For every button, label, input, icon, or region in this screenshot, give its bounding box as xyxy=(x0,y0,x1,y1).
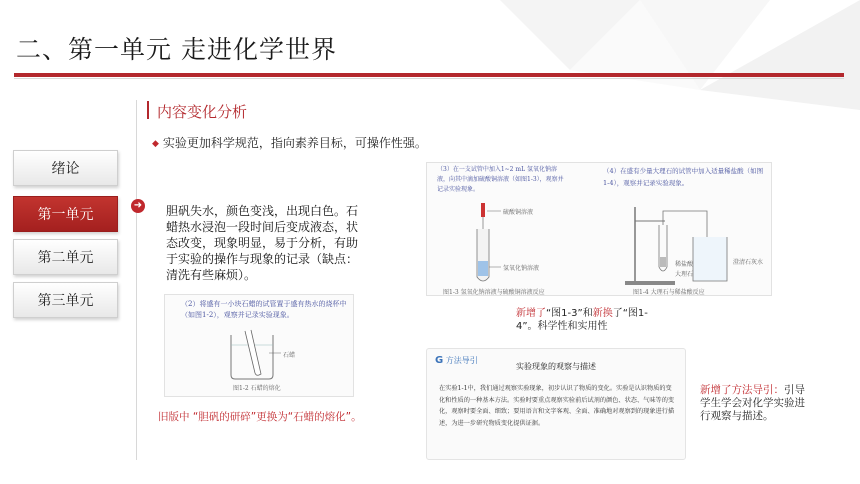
figure-candle-melting xyxy=(164,294,354,397)
note-new-figures xyxy=(516,307,656,333)
figure-1-3-caption: 图1-3 氢氧化钠溶液与硫酸铜溶液反应 xyxy=(443,289,545,296)
label-sodium-hydroxide: 氢氧化钠溶液 xyxy=(503,265,540,272)
beaker-illustration xyxy=(225,329,285,381)
note-fragment: 和 xyxy=(582,308,593,319)
label-hydrochloric-acid: 稀盐酸 xyxy=(675,261,694,268)
nav-item-label: 第二单元 xyxy=(37,250,94,266)
analysis-paragraph: 胆矾失水，颜色变浅，出现白色。石蜡热水浸泡一段时间后变成液态，状态改变，现象明显，易于分析，有助于实验的操作与现象的记录（缺点：清洗有些麻烦）。 xyxy=(166,204,359,282)
note-fragment: 新增了方法导引： xyxy=(700,384,784,396)
note-method-guide xyxy=(700,384,812,423)
page-title: 二、第一单元 走进化学世界 xyxy=(16,35,337,64)
nav-item-label: 第三单元 xyxy=(37,293,94,309)
nav-item-unit-1[interactable] xyxy=(13,196,118,232)
method-guide-title: 实验现象的观察与描述 xyxy=(516,362,596,371)
section-marker xyxy=(147,101,149,119)
figure-experiments-1-3-1-4 xyxy=(426,162,772,296)
figure-right-text: （4）在盛有少量大理石的试管中加入适量稀盐酸（如图1-4），观察并记录实验现象。 xyxy=(603,167,764,187)
label-copper-sulfate: 硫酸铜溶液 xyxy=(503,209,534,216)
figure-left-text: （3）在一支试管中加入1~2 mL 氢氧化钠溶液，向其中滴加硫酸铜溶液（如图1-3），观察并记录实验现象。 xyxy=(437,166,564,193)
bullet-point xyxy=(152,134,427,151)
arrow-right-icon: ➜ xyxy=(131,199,145,213)
method-guide-head-text: 方法导引 xyxy=(445,356,478,365)
nav-item-label: 绪论 xyxy=(51,161,80,177)
section-title: 内容变化分析 xyxy=(157,103,248,121)
note-old-version: 旧版中 “胆矾的研碎”更换为“石蜡的熔化”。 xyxy=(158,411,362,423)
note-fragment: 引导学生学会对化学实验进行观察与描述。 xyxy=(700,384,805,422)
figure-candle-caption: 图1-2 石蜡的熔化 xyxy=(233,385,281,392)
nav-item-label: 第一单元 xyxy=(37,207,94,223)
label-marble: 大理石 xyxy=(675,271,694,278)
nav-item-intro[interactable] xyxy=(13,150,118,186)
figure-candle-text: （2）将盛有一小块石蜡的试管置于盛有热水的烧杯中（如图1-2），观察并记录实验现象。 xyxy=(181,300,347,319)
figure-1-4-caption: 图1-4 大理石与稀盐酸反应 xyxy=(633,289,705,296)
nav-item-unit-3[interactable] xyxy=(13,282,118,318)
background-decoration xyxy=(440,0,860,120)
note-fragment: “图1-3” xyxy=(546,308,583,319)
vertical-divider xyxy=(136,100,137,460)
nav-item-unit-2[interactable] xyxy=(13,239,118,275)
title-divider xyxy=(14,78,844,79)
method-guide-box xyxy=(426,348,686,460)
note-fragment: 新换 xyxy=(592,308,613,319)
method-guide-body: 在实验1-1中，我们通过观察实验现象，初步认识了物质的变化。实验是认识物质的变化和性质的一种基本方法。实验时要重点观察实验前后试剂的颜色、状态、气味等的变化，观察时要全面、细致；要用语言和文字客观、全面、准确地对观察到的现象进行描述，为进一步研究物质变化提供证据。 xyxy=(439,385,675,427)
note-fragment: 新增了 xyxy=(516,308,546,319)
label-limewater: 澄清石灰水 xyxy=(733,259,764,266)
bullet-text: 实验更加科学规范，指向素养目标，可操作性强。 xyxy=(162,136,427,150)
title-underline xyxy=(14,73,844,77)
note-fragment: 了“图1-4”。科学性和实用性 xyxy=(516,308,648,332)
diamond-bullet-icon: ◆ xyxy=(152,139,159,149)
figure-candle-label: 石蜡 xyxy=(283,352,296,359)
guide-g-icon: G xyxy=(435,355,444,366)
